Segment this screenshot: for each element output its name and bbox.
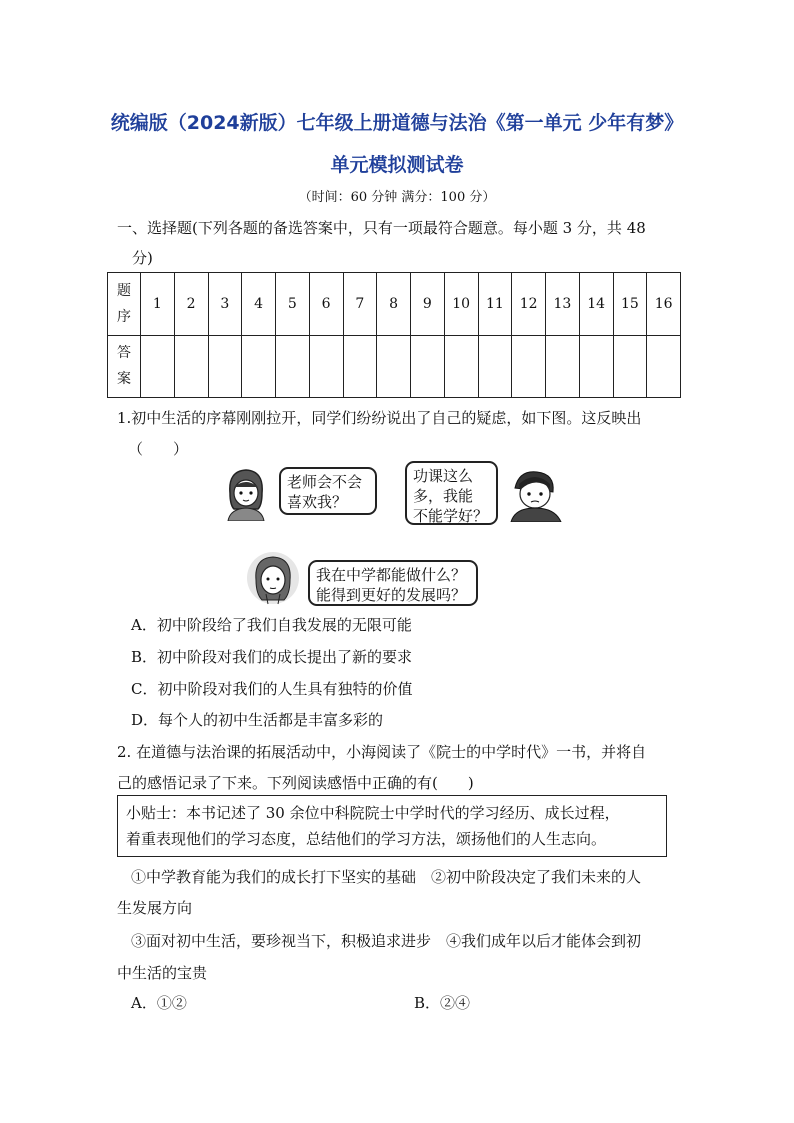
question-number-cell: 2	[174, 273, 208, 336]
question-number-cell: 3	[208, 273, 242, 336]
q2-statement-2-cont: 生发展方向	[117, 899, 193, 917]
speech-bubble-3: 我在中学都能做什么？ 能得到更好的发展吗？	[308, 560, 478, 606]
question-number-cell: 12	[512, 273, 546, 336]
question-number-cell: 6	[309, 273, 343, 336]
question-number-cell: 4	[242, 273, 276, 336]
question-number-cell: 1	[141, 273, 175, 336]
answer-cell[interactable]	[343, 335, 377, 398]
speech-bubble-2: 功课这么 多，我能 不能学好？	[405, 461, 498, 525]
speech-bubble-1: 老师会不会 喜欢我？	[279, 467, 377, 515]
question-number-cell: 15	[613, 273, 647, 336]
q2-stem: 2. 在道德与法治课的拓展活动中，小海阅读了《院士的中学时代》一书，并将自	[117, 743, 647, 761]
exam-meta: （时间：60 分钟 满分：100 分）	[298, 190, 496, 205]
answer-cell[interactable]	[647, 335, 681, 398]
question-number-cell: 5	[276, 273, 310, 336]
q1-option-b: B．初中阶段对我们的成长提出了新的要求	[131, 648, 413, 666]
answer-cell[interactable]	[377, 335, 411, 398]
answer-cell[interactable]	[174, 335, 208, 398]
q2-statement-1-2: ①中学教育能为我们的成长打下坚实的基础 ②初中阶段决定了我们未来的人	[131, 868, 642, 886]
q1-option-d: D．每个人的初中生活都是丰富多彩的	[131, 711, 384, 729]
question-number-cell: 11	[478, 273, 512, 336]
q1-stem: 1.初中生活的序幕刚刚拉开，同学们纷纷说出了自己的疑虑，如下图。这反映出	[117, 409, 642, 427]
answer-cell[interactable]	[579, 335, 613, 398]
question-number-cell: 10	[444, 273, 478, 336]
table-row-numbers	[108, 273, 681, 336]
q2-stem-cont: 己的感悟记录了下来。下列阅读感悟中正确的有( )	[117, 774, 474, 792]
q2-tip-box	[117, 795, 667, 857]
q2-tip-line2: 着重表现他们的学习态度，总结他们的学习方法，颂扬他们的人生志向。	[126, 830, 607, 848]
exam-title-line2: 单元模拟测试卷	[330, 154, 464, 176]
section1-heading-cont: 分)	[132, 249, 153, 267]
exam-title-line1: 统编版（2024新版）七年级上册道德与法治《第一单元 少年有梦》	[110, 112, 684, 134]
q2-statement-3-4: ③面对初中生活，要珍视当下，积极追求进步 ④我们成年以后才能体会到初	[131, 932, 642, 950]
q1-option-a: A．初中阶段给了我们自我发展的无限可能	[131, 616, 412, 634]
answer-cell[interactable]	[613, 335, 647, 398]
section1-heading: 一、选择题(下列各题的备选答案中，只有一项最符合题意。每小题 3 分，共 48	[117, 219, 646, 237]
answer-cell[interactable]	[242, 335, 276, 398]
answer-cell[interactable]	[444, 335, 478, 398]
answer-cell[interactable]	[141, 335, 175, 398]
boy-student-illustration	[505, 466, 565, 522]
q2-option-b: B．②④	[414, 994, 471, 1012]
answer-cell[interactable]	[208, 335, 242, 398]
question-number-cell: 14	[579, 273, 613, 336]
thinking-student-illustration	[244, 550, 302, 606]
q1-answer-blank: （ ）	[128, 440, 189, 458]
answer-table	[107, 272, 681, 398]
q1-option-c: C．初中阶段对我们的人生具有独特的价值	[131, 680, 413, 698]
answer-cell[interactable]	[478, 335, 512, 398]
answer-cell[interactable]	[309, 335, 343, 398]
answer-cell[interactable]	[546, 335, 580, 398]
table-row-answers	[108, 335, 681, 398]
question-number-cell: 16	[647, 273, 681, 336]
row-label-answer: 答 案	[108, 335, 141, 398]
q2-tip-line1: 小贴士：本书记述了 30 余位中科院院士中学时代的学习经历、成长过程，	[126, 804, 620, 822]
question-number-cell: 8	[377, 273, 411, 336]
question-number-cell: 9	[411, 273, 445, 336]
answer-cell[interactable]	[276, 335, 310, 398]
row-label-question-number: 题 序	[108, 273, 141, 336]
girl-student-illustration	[222, 465, 270, 521]
question-number-cell: 7	[343, 273, 377, 336]
q2-option-a: A．①②	[131, 994, 187, 1012]
question-number-cell: 13	[546, 273, 580, 336]
answer-cell[interactable]	[411, 335, 445, 398]
answer-cell[interactable]	[512, 335, 546, 398]
q2-statement-4-cont: 中生活的宝贵	[117, 964, 208, 982]
